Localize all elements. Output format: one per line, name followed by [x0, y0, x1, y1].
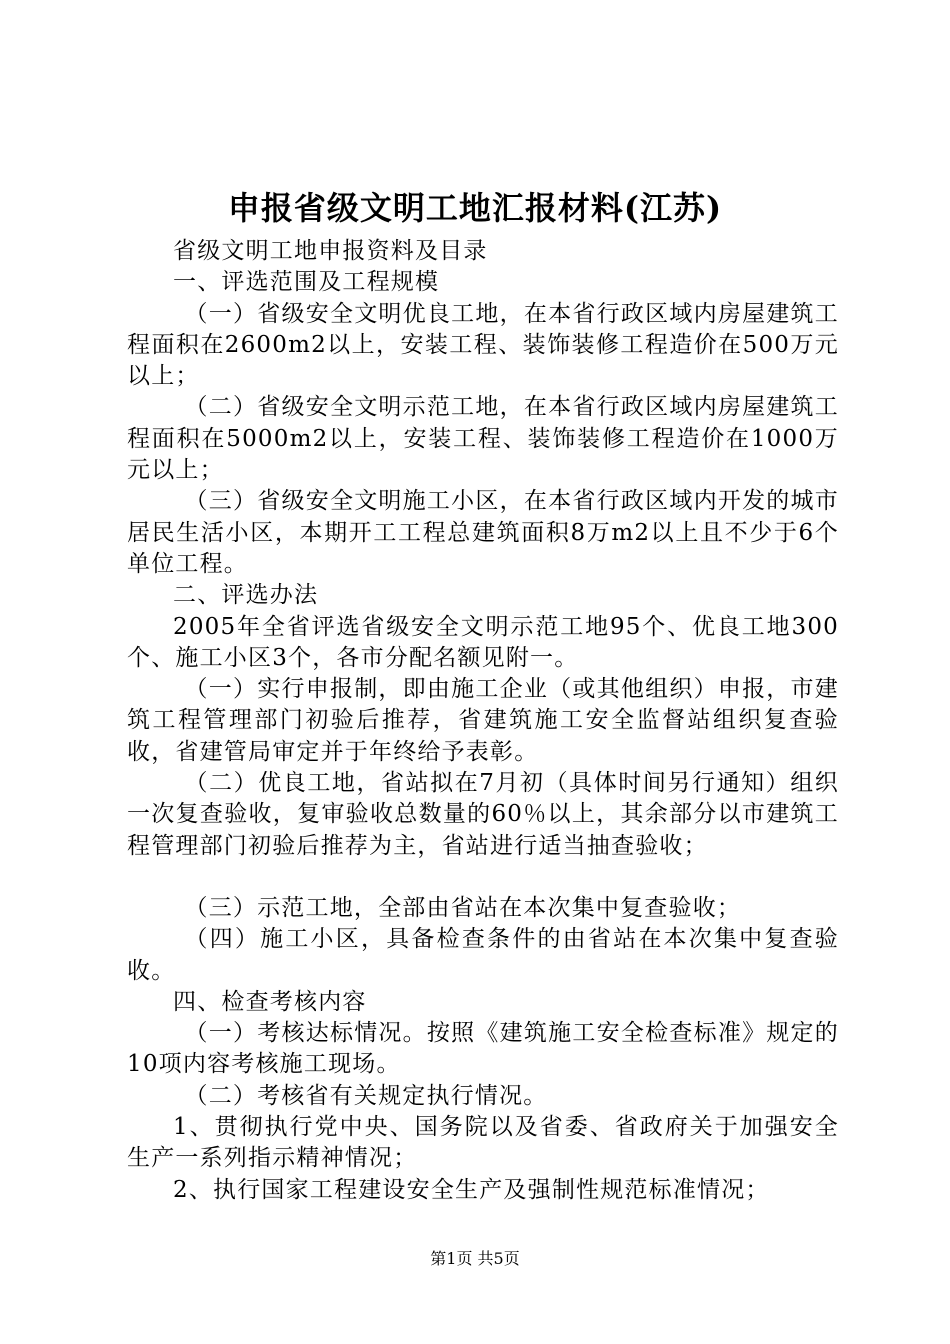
document-title: 申报省级文明工地汇报材料(江苏) — [227, 189, 723, 227]
paragraph-scope-1: （一）省级安全文明优良工地，在本省行政区域内房屋建筑工程面积在2600m2以上，安装工程、装饰装修工程造价在500万元以上； — [127, 300, 839, 390]
paragraph-method-1: （一）实行申报制，即由施工企业（或其他组织）申报，市建筑工程管理部门初验后推荐，省建筑施工安全监督站组织复查验收，省建管局审定并于年终给予表彰。 — [127, 676, 839, 765]
page-indicator: 第1页 共5页 — [430, 1249, 520, 1268]
paragraph-toc-heading: 省级文明工地申报资料及目录 — [173, 238, 488, 264]
list-item-2: 2、执行国家工程建设安全生产及强制性规范标准情况； — [173, 1176, 770, 1203]
section-heading-method: 二、评选办法 — [173, 582, 319, 609]
paragraph-method-4: （四）施工小区，具备检查条件的由省站在本次集中复查验收。 — [127, 926, 839, 984]
paragraph-inspection-2: （二）考核省有关规定执行情况。 — [184, 1082, 548, 1109]
section-heading-scope: 一、评选范围及工程规模 — [173, 269, 440, 296]
paragraph-method-3: （三）示范工地，全部由省站在本次集中复查验收； — [184, 894, 742, 921]
paragraph-method-2: （二）优良工地，省站拟在7月初（具体时间另行通知）组织一次复查验收，复审验收总数量的60％以上，其余部分以市建筑工程管理部门初验后推荐为主，省站进行适当抽查验收； — [127, 770, 839, 859]
document-body — [127, 236, 839, 1206]
paragraph-scope-2: （二）省级安全文明示范工地，在本省行政区域内房屋建筑工程面积在5000m2以上，安装工程、装饰装修工程造价在1000万元以上； — [127, 394, 839, 484]
section-heading-inspection: 四、检查考核内容 — [173, 988, 367, 1015]
paragraph-inspection-1: （一）考核达标情况。按照《建筑施工安全检查标准》规定的10项内容考核施工现场。 — [127, 1020, 839, 1078]
list-item-1: 1、贯彻执行党中央、国务院以及省委、省政府关于加强安全生产一系列指示精神情况； — [127, 1114, 839, 1172]
paragraph-method-intro: 2005年全省评选省级安全文明示范工地95个、优良工地300个、施工小区3个，各市分配名额见附一。 — [127, 613, 839, 671]
paragraph-scope-3: （三）省级安全文明施工小区，在本省行政区域内开发的城市居民生活小区，本期开工工程总建筑面积8万m2以上且不少于6个单位工程。 — [127, 488, 839, 577]
